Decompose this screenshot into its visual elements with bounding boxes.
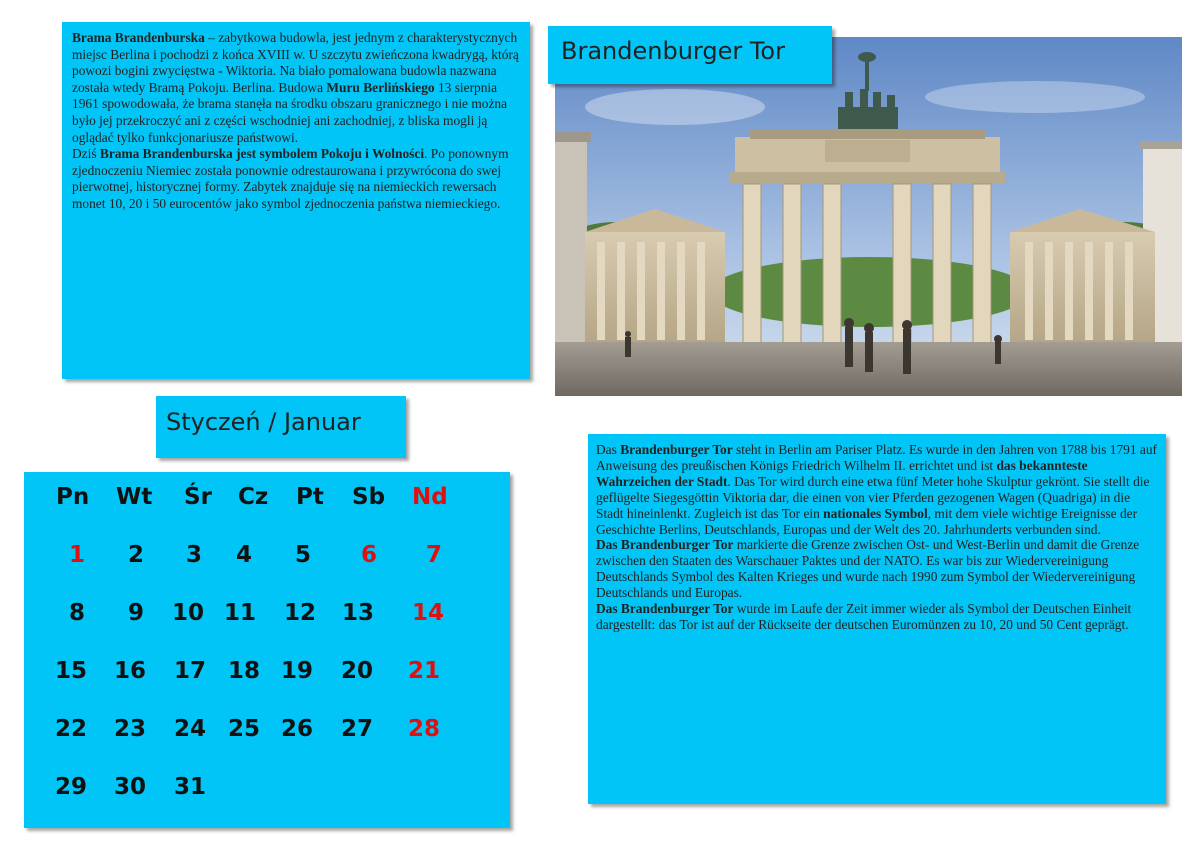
polish-paragraph-1: Brama Brandenburska – zabytkowa budowla, jest jednym z charakterystycznych miejsc Berlina i pochodzi z końca XVIII w. U szczytu zwieńczona kwadrygą, którą powozi bogini zwycięstwa - Wiktoria. Na biało pomalowana budowla nazwana została wtedy Bramą Pokoju. Berlina. Budowa Muru Berlińskiego 13 sierpnia 1961 spowodowała, że brama stanęła na środku obszaru granicznego i nie można było jej przekroczyć ani z części wschodniej ani zachodniej, z bliska mogli ją oglądać tylko funkcjonariusze państwowi. [72,30,519,145]
calendar-day: 23 [114,716,147,742]
calendar-day: 31 [174,774,207,800]
polish-paragraph-2: Dziś Brama Brandenburska jest symbolem Pokoju i Wolności. Po ponownym zjednoczeniu Niemiec została ponownie odrestaurowana i przywrócona do swej pierwotnej, historycznej formy. Zabytek znajduje się na niemieckich rewersach monet 10, 20 i 50 eurocentów jako symbol zjednoczenia państwa niemieckiego. [72,146,509,211]
calendar-day: 17 [174,658,207,684]
calendar-day: 19 [281,658,314,684]
calendar-day: 29 [55,774,88,800]
brandenburg-gate-photo [555,37,1182,396]
calendar-day: 13 [342,600,375,626]
month-title-box [156,396,406,458]
weekday-header: Pt [296,484,324,510]
weekday-header: Wt [116,484,153,510]
calendar-day: 7 [426,542,443,568]
german-paragraph-1: Das Brandenburger Tor steht in Berlin am Pariser Platz. Es wurde in den Jahren von 1788 bis 1791 auf Anweisung des preußischen Königs Friedrich Wilhelm II. errichtet und ist das bekannteste Wahrzeichen der Stadt. Das Tor wird durch eine etwa fünf Meter hohe Skulptur gekrönt. Sie stellt die geflügelte Siegesgöttin Viktoria dar, die einen von vier Pferden gezogenen Wagen (Quadriga) in die Stadt hineinlenkt. Zugleich ist das Tor ein nationales Symbol, mit dem viele wichtige Ereignisse der Geschichte Berlins, Deutschlands, Europas und der Welt des 20. Jahrhunderts verbunden sind. [596,442,1158,537]
calendar-day: 27 [341,716,374,742]
calendar-day: 26 [281,716,314,742]
weekday-header: Śr [184,484,212,510]
calendar-day: 21 [408,658,441,684]
calendar-day: 20 [341,658,374,684]
calendar-day: 3 [186,542,203,568]
calendar-day: 2 [128,542,145,568]
german-description-box [588,434,1166,804]
calendar-day: 14 [412,600,445,626]
calendar-day: 4 [236,542,253,568]
calendar-day: 1 [69,542,86,568]
calendar-day: 24 [174,716,207,742]
weekday-header: Nd [412,484,448,510]
calendar-day: 28 [408,716,441,742]
german-paragraph-3: Das Brandenburger Tor wurde im Laufe der Zeit immer wieder als Symbol der Deutschen Einheit dargestellt: das Tor ist auf der Rückseite der deutschen Euromünzen zu 10, 20 und 50 Cent geprägt. [596,601,1132,632]
polish-description-box [62,22,530,379]
weekday-header: Pn [56,484,90,510]
calendar-day: 15 [55,658,88,684]
calendar-day: 22 [55,716,88,742]
calendar-day: 9 [128,600,145,626]
calendar-day: 8 [69,600,86,626]
calendar-day: 11 [224,600,257,626]
weekday-header: Sb [352,484,386,510]
calendar-day: 18 [228,658,261,684]
month-title: Styczeń / Januar [166,408,361,436]
german-paragraph-2: Das Brandenburger Tor markierte die Grenze zwischen Ost- und West-Berlin und damit die Grenze zwischen den Staaten des Warschauer Paktes und der NATO. Es war bis zur Wiedervereinigung Deutschlands Symbol des Kalten Krieges und wurde nach 1990 zum Symbol der Wiedervereinigung Deutschlands und Europas. [596,537,1140,601]
calendar-day: 10 [172,600,205,626]
weekday-header: Cz [238,484,269,510]
calendar-day: 25 [228,716,261,742]
calendar-day: 30 [114,774,147,800]
calendar-day: 5 [295,542,312,568]
title-box [548,26,832,84]
calendar-day: 6 [361,542,378,568]
calendar-day: 16 [114,658,147,684]
calendar-day: 12 [284,600,317,626]
calendar-grid [24,472,510,828]
page-title: Brandenburger Tor [561,37,785,65]
